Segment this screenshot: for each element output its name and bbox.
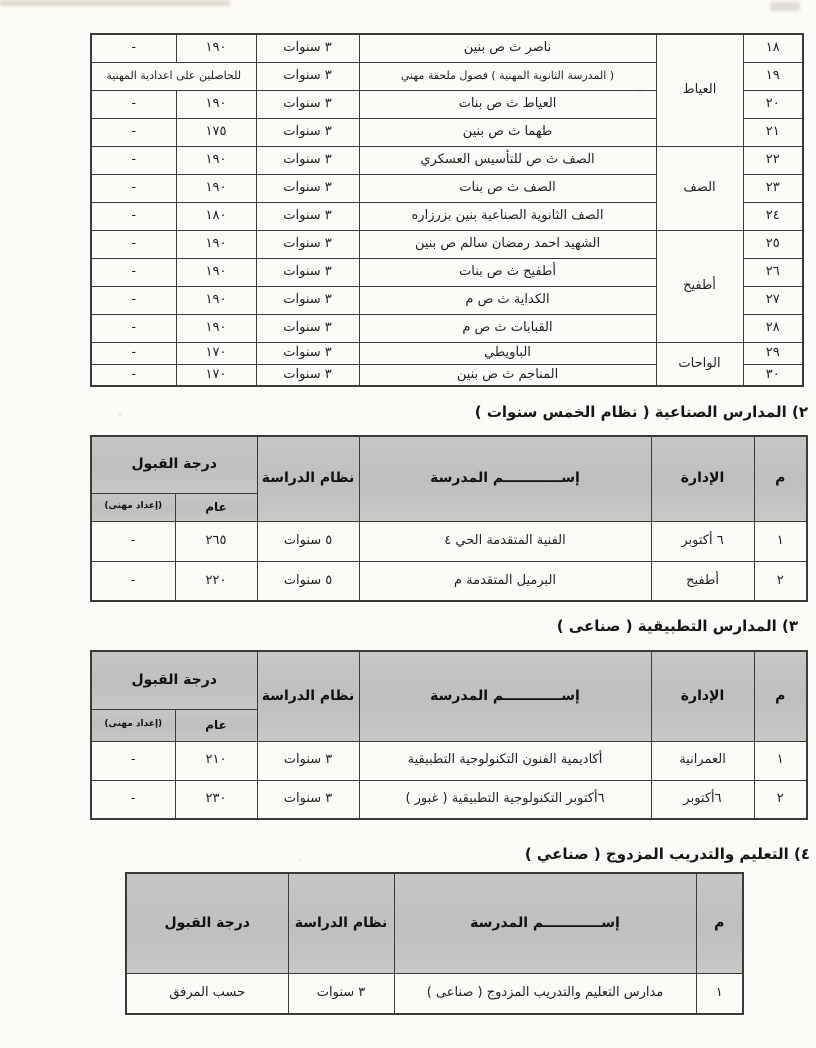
vocational-score-cell: -: [91, 364, 176, 386]
admin-cell: الصف: [656, 146, 743, 230]
row-number-cell: ٢٤: [743, 202, 803, 230]
school-name-cell: ناصر ث ص بنين: [359, 34, 656, 62]
school-name-cell: المناجم ث ص بنين: [359, 364, 656, 386]
col-header-grade: درجة القبول: [91, 651, 257, 709]
school-name-cell: الصف ث ص بنات: [359, 174, 656, 202]
school-name-cell: طهما ث ص بنين: [359, 118, 656, 146]
dual-education-table: [125, 872, 744, 1015]
industrial-schools-continuation-table: [90, 33, 804, 387]
study-system-cell: ٣ سنوات: [256, 118, 359, 146]
table-row: [126, 973, 743, 1014]
row-number-cell: ٢: [754, 780, 807, 819]
col-header-admin: الإدارة: [651, 436, 754, 521]
study-system-cell: ٣ سنوات: [256, 90, 359, 118]
row-number-cell: ٢٠: [743, 90, 803, 118]
general-score-cell: ١٩٠: [176, 146, 256, 174]
row-number-cell: ٢٩: [743, 342, 803, 364]
school-name-cell: الباويطي: [359, 342, 656, 364]
vocational-score-cell: -: [91, 780, 175, 819]
row-number-cell: ٢٢: [743, 146, 803, 174]
general-score-cell: ٢١٠: [175, 741, 257, 780]
vocational-score-cell: -: [91, 146, 176, 174]
vocational-score-cell: -: [91, 286, 176, 314]
study-system-cell: ٣ سنوات: [256, 342, 359, 364]
vocational-score-cell: -: [91, 314, 176, 342]
table-row: [91, 741, 807, 780]
vocational-score-cell: -: [91, 118, 176, 146]
col-header-num: م: [754, 651, 807, 741]
admin-cell: الواحات: [656, 342, 743, 386]
table-header-row: [91, 436, 807, 493]
school-name-cell: ( المدرسة الثانوية المهنية ) فصول ملحقة مهني: [359, 62, 656, 90]
col-header-num: م: [754, 436, 807, 521]
col-header-system: نظام الدراسة: [257, 436, 359, 521]
col-header-school: إســــــــــــم المدرسة: [394, 873, 696, 973]
vocational-score-cell: -: [91, 741, 175, 780]
vocational-score-cell: -: [91, 202, 176, 230]
general-score-cell: ١٩٠: [176, 90, 256, 118]
admin-cell: العياط: [656, 34, 743, 146]
study-system-cell: ٥ سنوات: [257, 561, 359, 601]
admin-cell: العمرانية: [651, 741, 754, 780]
study-system-cell: ٣ سنوات: [288, 973, 394, 1014]
row-number-cell: ١: [754, 741, 807, 780]
col-header-grade: درجة القبول: [91, 436, 257, 493]
school-name-cell: الصف ث ص للتأسيس العسكري: [359, 146, 656, 174]
vocational-score-cell: -: [91, 230, 176, 258]
study-system-cell: ٣ سنوات: [256, 314, 359, 342]
section-heading-applied: ٣) المدارس التطبيقية ( صناعى ): [556, 617, 798, 635]
general-score-cell: ١٩٠: [176, 286, 256, 314]
school-name-cell: الصف الثانوية الصناعية بنين بزرزاره: [359, 202, 656, 230]
col-header-school: إســــــــــــم المدرسة: [359, 436, 651, 521]
school-name-cell: أطفيح ث ص بنات: [359, 258, 656, 286]
row-number-cell: ١: [696, 973, 743, 1014]
industrial-5yr-table: [90, 435, 808, 602]
col-header-general: عام: [175, 709, 257, 741]
vocational-score-cell: -: [91, 174, 176, 202]
row-number-cell: ١: [754, 521, 807, 561]
general-score-cell: ١٩٠: [176, 314, 256, 342]
row-number-cell: ٢٨: [743, 314, 803, 342]
study-system-cell: ٣ سنوات: [256, 286, 359, 314]
study-system-cell: ٣ سنوات: [256, 34, 359, 62]
general-score-cell: ١٧٠: [176, 364, 256, 386]
study-system-cell: ٣ سنوات: [256, 174, 359, 202]
admin-cell: أطفيح: [651, 561, 754, 601]
table-header-row: [126, 873, 743, 973]
study-system-cell: ٣ سنوات: [256, 202, 359, 230]
general-score-cell: ١٧٥: [176, 118, 256, 146]
general-score-cell: ١٩٠: [176, 174, 256, 202]
table-row: [91, 780, 807, 819]
table-row: [91, 34, 803, 62]
col-header-grade: درجة القبول: [126, 873, 288, 973]
row-number-cell: ١٨: [743, 34, 803, 62]
col-header-system: نظام الدراسة: [257, 651, 359, 741]
col-header-vocational: (إعداد مهنى): [91, 709, 175, 741]
table-row: [91, 230, 803, 258]
school-name-cell: الشهيد احمد رمضان سالم ص بنين: [359, 230, 656, 258]
study-system-cell: ٥ سنوات: [257, 521, 359, 561]
admin-cell: أطفيح: [656, 230, 743, 342]
school-name-cell: الكداية ث ص م: [359, 286, 656, 314]
admin-cell: ٦ أكتوبر: [651, 521, 754, 561]
study-system-cell: ٣ سنوات: [256, 146, 359, 174]
scan-artifact: [770, 2, 800, 11]
school-name-cell: القبابات ث ص م: [359, 314, 656, 342]
row-number-cell: ٢٣: [743, 174, 803, 202]
study-system-cell: ٣ سنوات: [257, 780, 359, 819]
table-header-row: [91, 651, 807, 709]
grade-cell: حسب المرفق: [126, 973, 288, 1014]
table-row: [91, 146, 803, 174]
table-row: [91, 561, 807, 601]
vocational-score-cell: -: [91, 258, 176, 286]
col-header-vocational: (إعداد مهنى): [91, 493, 175, 521]
general-score-cell: ١٧٠: [176, 342, 256, 364]
vocational-score-cell: -: [91, 90, 176, 118]
general-score-cell: ٢٣٠: [175, 780, 257, 819]
row-number-cell: ٢٦: [743, 258, 803, 286]
col-header-admin: الإدارة: [651, 651, 754, 741]
row-number-cell: ٢٥: [743, 230, 803, 258]
school-name-cell: أكاديمية الفنون التكنولوجية التطبيقية: [359, 741, 651, 780]
admin-cell: ٦أكتوبر: [651, 780, 754, 819]
study-system-cell: ٣ سنوات: [256, 364, 359, 386]
general-score-cell: ٢٦٥: [175, 521, 257, 561]
general-score-cell: ١٩٠: [176, 34, 256, 62]
table-row: [91, 521, 807, 561]
general-score-cell: ١٨٠: [176, 202, 256, 230]
merged-score-cell: للحاصلين على اعدادية المهنية: [91, 62, 256, 90]
vocational-score-cell: -: [91, 561, 175, 601]
general-score-cell: ١٩٠: [176, 230, 256, 258]
vocational-score-cell: -: [91, 34, 176, 62]
vocational-score-cell: -: [91, 521, 175, 561]
table-row: [91, 342, 803, 364]
school-name-cell: ٦أكتوبر التكنولوجية التطبيقية ( غبور ): [359, 780, 651, 819]
col-header-num: م: [696, 873, 743, 973]
vocational-score-cell: -: [91, 342, 176, 364]
school-name-cell: العياط ث ص بنات: [359, 90, 656, 118]
col-header-system: نظام الدراسة: [288, 873, 394, 973]
study-system-cell: ٣ سنوات: [256, 230, 359, 258]
school-name-cell: الفنية المتقدمة الحي ٤: [359, 521, 651, 561]
col-header-general: عام: [175, 493, 257, 521]
applied-schools-table: [90, 650, 808, 820]
school-name-cell: مدارس التعليم والتدريب المزدوج ( صناعى ): [394, 973, 696, 1014]
row-number-cell: ٣٠: [743, 364, 803, 386]
row-number-cell: ٢٧: [743, 286, 803, 314]
scan-artifact: [0, 0, 230, 6]
row-number-cell: ١٩: [743, 62, 803, 90]
study-system-cell: ٣ سنوات: [257, 741, 359, 780]
col-header-school: إســــــــــــم المدرسة: [359, 651, 651, 741]
section-heading-dual: ٤) التعليم والتدريب المزدوج ( صناعي ): [524, 845, 810, 863]
school-name-cell: البرميل المتقدمة م: [359, 561, 651, 601]
general-score-cell: ٢٢٠: [175, 561, 257, 601]
general-score-cell: ١٩٠: [176, 258, 256, 286]
row-number-cell: ٢: [754, 561, 807, 601]
study-system-cell: ٣ سنوات: [256, 62, 359, 90]
row-number-cell: ٢١: [743, 118, 803, 146]
study-system-cell: ٣ سنوات: [256, 258, 359, 286]
section-heading-industrial-5yr: ٢) المدارس الصناعية ( نظام الخمس سنوات ): [474, 403, 808, 421]
